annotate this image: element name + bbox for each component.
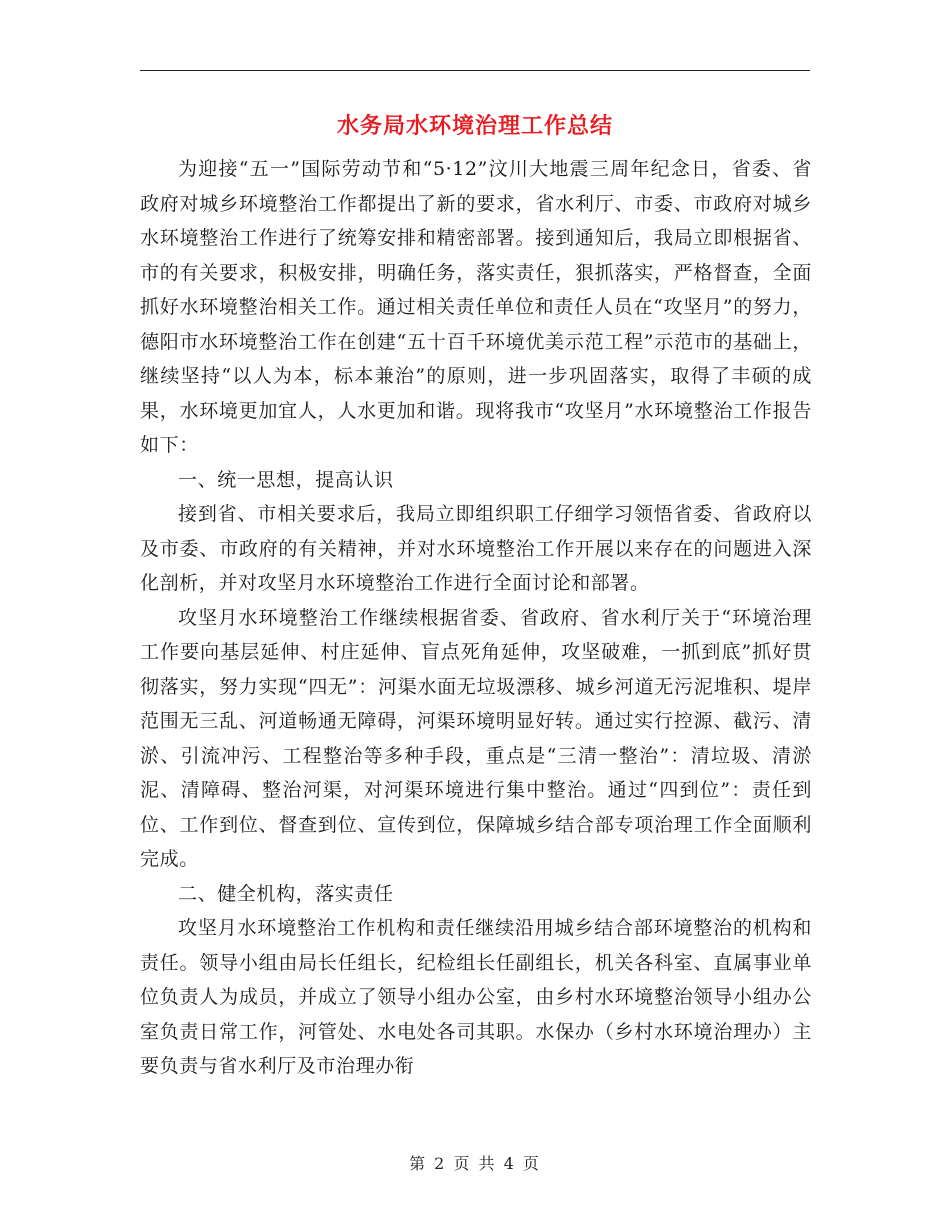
document-body [140,152,812,1084]
paragraph-section-2: 攻坚月水环境整治工作机构和责任继续沿用城乡结合部环境整治的机构和责任。领导小组由局长任组长，纪检组长任副组长，机关各科室、直属事业单位负责人为成员，并成立了领导小组办公室，由乡村水环境整治领导小组办公室负责日常工作，河管处、水电处各司其职。水保办（乡村水环境治理办）主要负责与省水利厅及市治理办衔 [140,917,812,1077]
section-heading-2: 二、健全机构，落实责任 [178,882,394,905]
paragraph-intro: 为迎接“五一”国际劳动节和“5·12”汶川大地震三周年纪念日，省委、省政府对城乡环境整治工作都提出了新的要求，省水利厅、市委、市政府对城乡水环境整治工作进行了统筹安排和精密部署。接到通知后，我局立即根据省、市的有关要求，积极安排，明确任务，落实责任，狠抓落实，严格督查，全面抓好水环境整治相关工作。通过相关责任单位和责任人员在“攻坚月”的努力，德阳市水环境整治工作在创建“五十百千环境优美示范工程”示范市的基础上，继续坚持“以人为本，标本兼治”的原则，进一步巩固落实，取得了丰硕的成果，水环境更加宜人，人水更加和谐。现将我市“攻坚月”水环境整治工作报告如下： [140,158,812,456]
paragraph-section-1: 接到省、市相关要求后，我局立即组织职工仔细学习领悟省委、省政府以及市委、市政府的有关精神，并对水环境整治工作开展以来存在的问题进入深化剖析，并对攻坚月水环境整治工作进行全面讨论和部署。 [140,503,812,594]
section-heading-1: 一、统一思想，提高认识 [178,468,394,491]
header-rule [140,70,810,71]
page-number: 第 2 页 共 4 页 [409,1154,541,1173]
document-title: 水务局水环境治理工作总结 [336,113,613,139]
paragraph-section-1-detail: 攻坚月水环境整治工作继续根据省委、省政府、省水利厅关于“环境治理工作要向基层延伸、村庄延伸、盲点死角延伸，攻坚破难，一抓到底”抓好贯彻落实，努力实现“四无”：河渠水面无垃圾漂移、城乡河道无污泥堆积、堤岸范围无三乱、河道畅通无障碍，河渠环境明显好转。通过实行控源、截污、清淤、引流冲污、工程整治等多种手段，重点是“三清一整治”：清垃圾、清淤泥、清障碍、整治河渠，对河渠环境进行集中整治。通过“四到位”：责任到位、工作到位、督查到位、宣传到位，保障城乡结合部专项治理工作全面顺利完成。 [140,606,812,870]
